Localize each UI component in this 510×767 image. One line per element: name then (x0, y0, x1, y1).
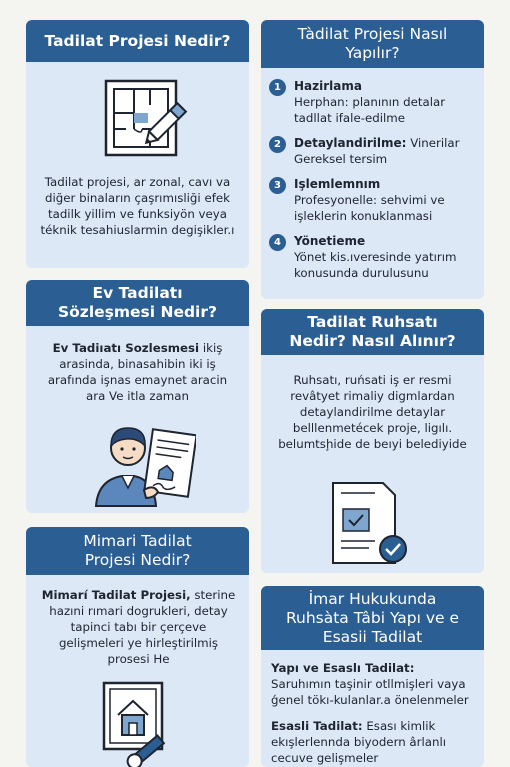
card-what-title: Tadilat Projesi Nedir? (26, 20, 249, 62)
card-zoning-law (261, 586, 484, 767)
blueprint-pencil-icon (104, 79, 192, 159)
card-contract-body: ikiş arasinda, binasahibin iki iş arafında işnas emaynet aracin ara Ve itla zaman (47, 341, 228, 403)
card-what-text: Tadilat projesi, ar zonal, cavı va diğer binaların çaşrımısliği efek tadilk yillim ve funksiyön veya téknik tesahiuslarmin degişikler.ı (40, 175, 235, 237)
card-contract-title: Ev Tadilatı Sözleşmesi Nedir? (26, 280, 249, 326)
zoning-p1-bold: Yapı ve Esaslı Tadilat: (271, 661, 415, 675)
card-renovation-permit (261, 309, 484, 573)
person-document-icon (92, 418, 196, 508)
card-permit-title: Tadilat Ruhsatı Nedir? Nasıl Alınır? (261, 309, 484, 355)
house-plan-icon (102, 681, 176, 767)
card-contract-text (40, 340, 235, 404)
step-title: Hazirlama (294, 79, 362, 93)
card-contract-bold: Ev Tadiıatı Sozlesmesi (52, 341, 200, 355)
step-item (269, 233, 479, 281)
card-what-is-renovation (26, 20, 249, 268)
step-title: Yönetieme (294, 234, 366, 248)
card-architectural-project (26, 527, 249, 767)
step-title: Işlemlemnım (294, 177, 381, 191)
step-desc: Herphan: planının detalar tadllat ifale-edilme (294, 95, 446, 125)
step-inline: Vinerilar (410, 136, 460, 150)
zoning-p1-text: Saruhımın taşinir otllmişleri vaya ǵenel tökı-kulanlar.a önelenmeler (271, 677, 469, 707)
step-number: 4 (269, 234, 286, 251)
step-number: 2 (269, 136, 286, 153)
card-renovation-contract (26, 280, 249, 513)
step-item (269, 78, 479, 126)
zoning-p2-bold: Esasli Tadilat: (271, 719, 363, 733)
step-item (269, 176, 479, 224)
card-zoning-body (271, 660, 477, 767)
step-desc: Profesyonelle: sehvimi ve işleklerin konuklanmasi (294, 193, 445, 223)
step-desc: Yönet kis.ıveresinde yatırım konusunda durulusunu (294, 250, 457, 280)
step-item (269, 135, 479, 167)
card-arch-title: Mimari Tadilat Projesi Nedir? (26, 527, 249, 575)
card-arch-text (40, 587, 237, 667)
card-how-title: Tàdilat Projesi Nasıl Yapılır? (261, 20, 484, 68)
zoning-paragraph-1 (271, 660, 477, 708)
card-permit-text: Ruhsatı, ruńsati iş er resmi revâtyet rimaliy digmlardan detaylandirilme detaylar belllenmetécek proje, ligılı. belumtsḩide de beıyi belediyide (278, 373, 467, 451)
card-arch-body: sterine hazıni rımari dogrukleri, detay tapinci tabı bir çerçeve gelişmeleri ye hirleştirilmiş prosesi He (49, 588, 236, 666)
zoning-p2-text: Esası kimlik ekışlerlennda biyodern ârlanlı cecuve gelişmeler (271, 719, 447, 765)
card-how-to-renovate (261, 20, 484, 299)
step-number: 3 (269, 177, 286, 194)
step-number: 1 (269, 79, 286, 96)
step-title: Detaylandirilme: (294, 136, 407, 150)
card-zoning-title: İmar Hukukunda Ruhsàta Tâbi Yapı ve e Esasii Tadilat (261, 586, 484, 650)
document-check-icon (331, 481, 411, 567)
zoning-paragraph-2 (271, 718, 477, 766)
step-desc: Gereksel tersim (294, 152, 388, 166)
card-arch-bold: Mimarí Tadilat Projesi, (41, 588, 191, 602)
steps-list (269, 78, 479, 290)
